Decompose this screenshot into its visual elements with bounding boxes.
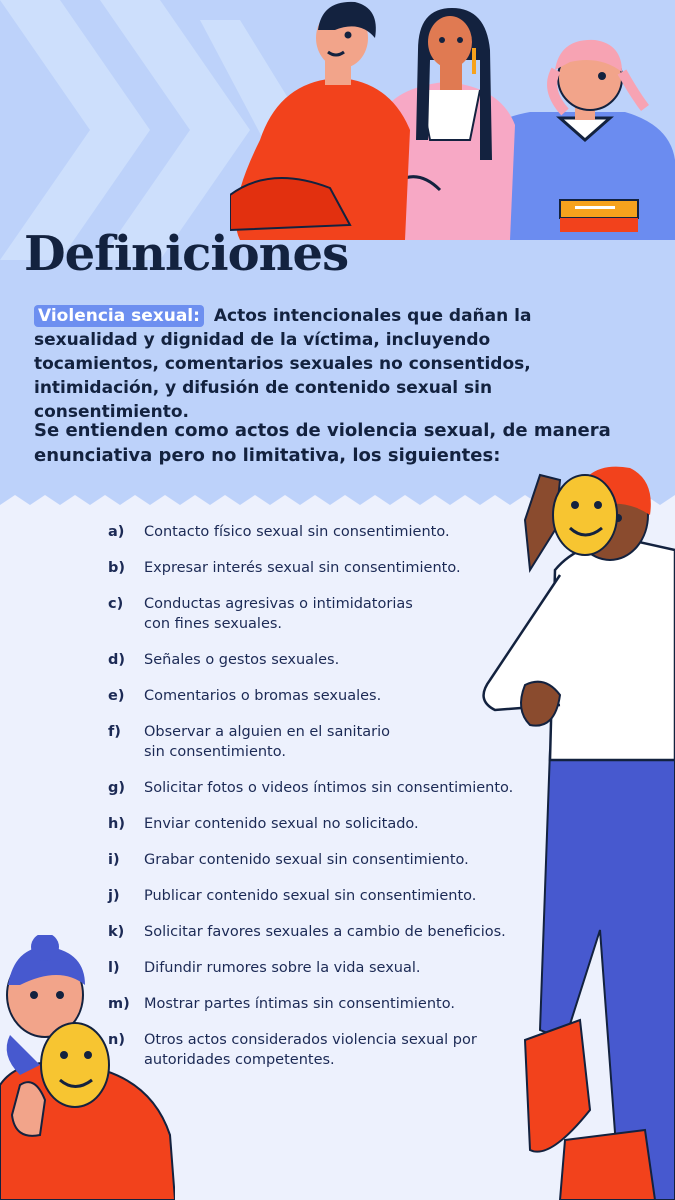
item-letter: i): [108, 852, 120, 868]
intro-highlight: actos de violencia sexual: [234, 420, 490, 441]
item-letter: c): [108, 596, 124, 612]
item-text: Solicitar fotos o videos íntimos sin consentimiento.: [144, 780, 514, 796]
item-text: Difundir rumores sobre la vida sexual.: [144, 960, 421, 976]
intro-before: Se entienden como: [34, 420, 235, 441]
item-text: Señales o gestos sexuales.: [144, 652, 340, 668]
definition-paragraph: [34, 304, 614, 424]
definition-text: Actos intencionales que dañan la sexualidad y dignidad de la víctima, incluyendo tocamientos, comentarios sexuales no consentidos, intimidación, y difusión de contenido sexual sin consentimiento.: [34, 306, 532, 422]
item-letter: l): [108, 960, 120, 976]
item-text: Contacto físico sexual sin consentimiento.: [144, 524, 450, 540]
item-letter: m): [108, 996, 130, 1012]
item-letter: k): [108, 924, 125, 940]
item-letter: a): [108, 524, 125, 540]
item-text: Publicar contenido sexual sin consentimiento.: [144, 888, 477, 904]
definition-term-tag: Violencia sexual:: [34, 305, 204, 327]
item-letter: b): [108, 560, 126, 576]
item-letter: d): [108, 652, 126, 668]
item-letter: j): [108, 888, 120, 904]
item-text: Observar a alguien en el sanitario sin consentimiento.: [144, 724, 391, 760]
item-text: Mostrar partes íntimas sin consentimiento.: [144, 996, 455, 1012]
item-text: Grabar contenido sexual sin consentimiento.: [144, 852, 469, 868]
person-with-smiley-mask-right: [470, 460, 675, 1200]
item-letter: n): [108, 1032, 125, 1048]
item-letter: h): [108, 816, 125, 832]
item-text: Otros actos considerados violencia sexual por autoridades competentes.: [144, 1032, 477, 1068]
person-with-smiley-mask-left: [0, 935, 175, 1200]
page-title: Definiciones: [24, 226, 349, 282]
item-letter: g): [108, 780, 126, 796]
item-text: Enviar contenido sexual no solicitado.: [144, 816, 419, 832]
item-letter: f): [108, 724, 121, 740]
item-text: Conductas agresivas o intimidatorias con fines sexuales.: [144, 596, 413, 632]
intro-after: , de manera enunciativa pero no limitativa, los siguientes:: [34, 420, 611, 466]
item-text: Comentarios o bromas sexuales.: [144, 688, 382, 704]
item-text: Solicitar favores sexuales a cambio de beneficios.: [144, 924, 506, 940]
item-text: Expresar interés sexual sin consentimiento.: [144, 560, 461, 576]
item-letter: e): [108, 688, 125, 704]
three-women-illustration: [230, 0, 675, 240]
